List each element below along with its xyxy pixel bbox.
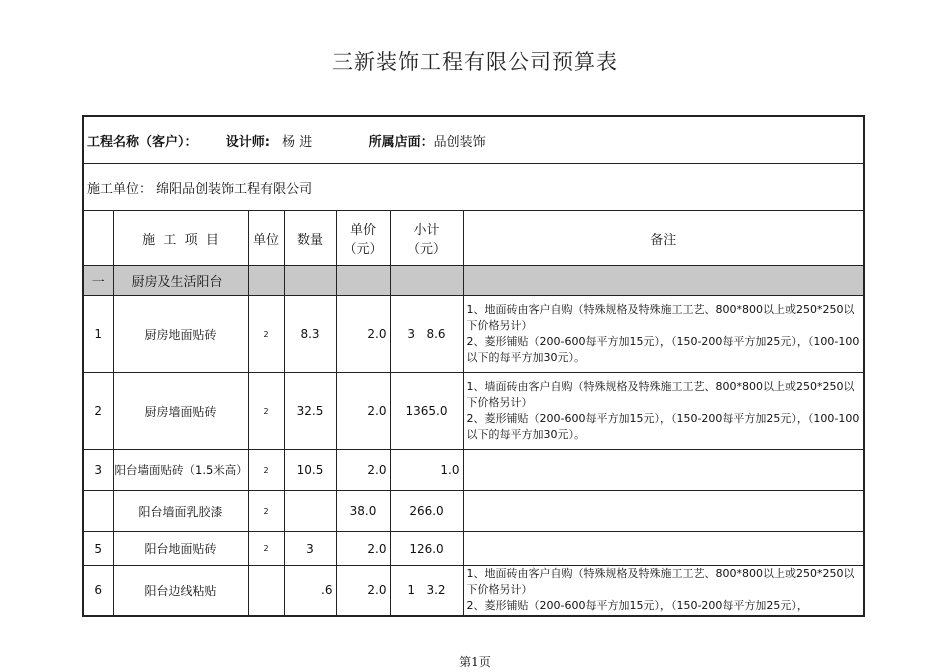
row-price: 2.0 [336,373,390,450]
row-qty [284,491,336,532]
note-line: 1、墙面砖由客户自购（特殊规格及特殊施工工艺、800*800以上或250*250以下价格另计） [466,380,855,409]
category-name: 厨房及生活阳台 [113,266,248,296]
table-row [83,450,864,491]
header-item: 施 工 项 目 [113,211,248,266]
header-price [336,211,390,266]
row-qty: 32.5 [284,373,336,450]
row-subtotal: 126.0 [390,532,463,566]
note-line: 1、地面砖由客户自购（特殊规格及特殊施工工艺、800*800以上或250*250以下价格另计） [466,567,855,596]
category-no: 一 [83,266,113,296]
row-note [463,532,864,566]
contractor-row [83,164,864,211]
document-title: 三新装饰工程有限公司预算表 [332,50,618,74]
table-row [83,532,864,566]
row-item: 阳台地面贴砖 [113,532,248,566]
contractor-cell: 施工单位： 绵阳品创装饰工程有限公司 [83,164,864,211]
row-unit: 2 [248,296,284,373]
row-qty: 10.5 [284,450,336,491]
header-qty: 数量 [284,211,336,266]
row-price: 38.0 [336,491,390,532]
budget-table [82,115,865,617]
row-subtotal: 1 3.2 [390,566,463,616]
row-subtotal: 266.0 [390,491,463,532]
header-price-label: 单价 [349,223,376,238]
note-line: 2、菱形铺贴（200-600每平方加15元），（150-200每平方加25元），（100-100以下的每平方加30元）。 [466,335,860,364]
row-price: 2.0 [336,532,390,566]
row-no [83,491,113,532]
row-item: 阳台墙面乳胶漆 [113,491,248,532]
page-number: 第1页 [459,655,491,669]
table-row [83,373,864,450]
header-row [83,211,864,266]
header-notes: 备注 [463,211,864,266]
row-qty: 3 [284,532,336,566]
row-price: 2.0 [336,296,390,373]
row-no: 2 [83,373,113,450]
note-line: 1、地面砖由客户自购（特殊规格及特殊施工工艺、800*800以上或250*250以下价格另计） [466,303,855,332]
note-line: 2、菱形铺贴（200-600每平方加15元），（150-200每平方加25元），（100-100以下的每平方加30元）。 [466,412,860,441]
table-row [83,296,864,373]
row-no: 5 [83,532,113,566]
header-no [83,211,113,266]
project-info-row [83,116,864,164]
header-subtotal-unit: （元） [406,242,446,257]
table-row [83,566,864,616]
store-value: 品创装饰 [433,134,486,150]
project-name-label: 工程名称（客户）： [87,134,198,150]
note-line: 2、菱形铺贴（200-600每平方加15元），（150-200每平方加25元）， [466,599,808,612]
header-price-unit: （元） [343,242,383,257]
row-unit: 2 [248,532,284,566]
row-note [463,491,864,532]
header-subtotal [390,211,463,266]
row-item: 阳台墙面贴砖（1.5米高） [113,450,248,491]
row-item: 阳台边线粘贴 [113,566,248,616]
row-note [463,373,864,450]
designer-value: 杨 进 [282,134,313,150]
row-subtotal: 1.0 [390,450,463,491]
row-price: 2.0 [336,566,390,616]
row-qty: .6 [284,566,336,616]
row-unit: 2 [248,450,284,491]
row-qty: 8.3 [284,296,336,373]
row-price: 2.0 [336,450,390,491]
header-subtotal-label: 小计 [413,223,440,238]
row-note [463,566,864,616]
row-note [463,450,864,491]
designer-label: 设计师: [225,134,270,150]
project-info-cell [83,116,864,164]
row-item: 厨房墙面贴砖 [113,373,248,450]
row-no: 6 [83,566,113,616]
row-note [463,296,864,373]
row-subtotal: 1365.0 [390,373,463,450]
row-unit: 2 [248,491,284,532]
table-row [83,491,864,532]
store-label: 所属店面： [368,134,434,150]
row-subtotal: 3 8.6 [390,296,463,373]
row-unit: 2 [248,373,284,450]
header-unit: 单位 [248,211,284,266]
category-row [83,266,864,296]
row-no: 3 [83,450,113,491]
row-item: 厨房地面贴砖 [113,296,248,373]
row-unit [248,566,284,616]
row-no: 1 [83,296,113,373]
